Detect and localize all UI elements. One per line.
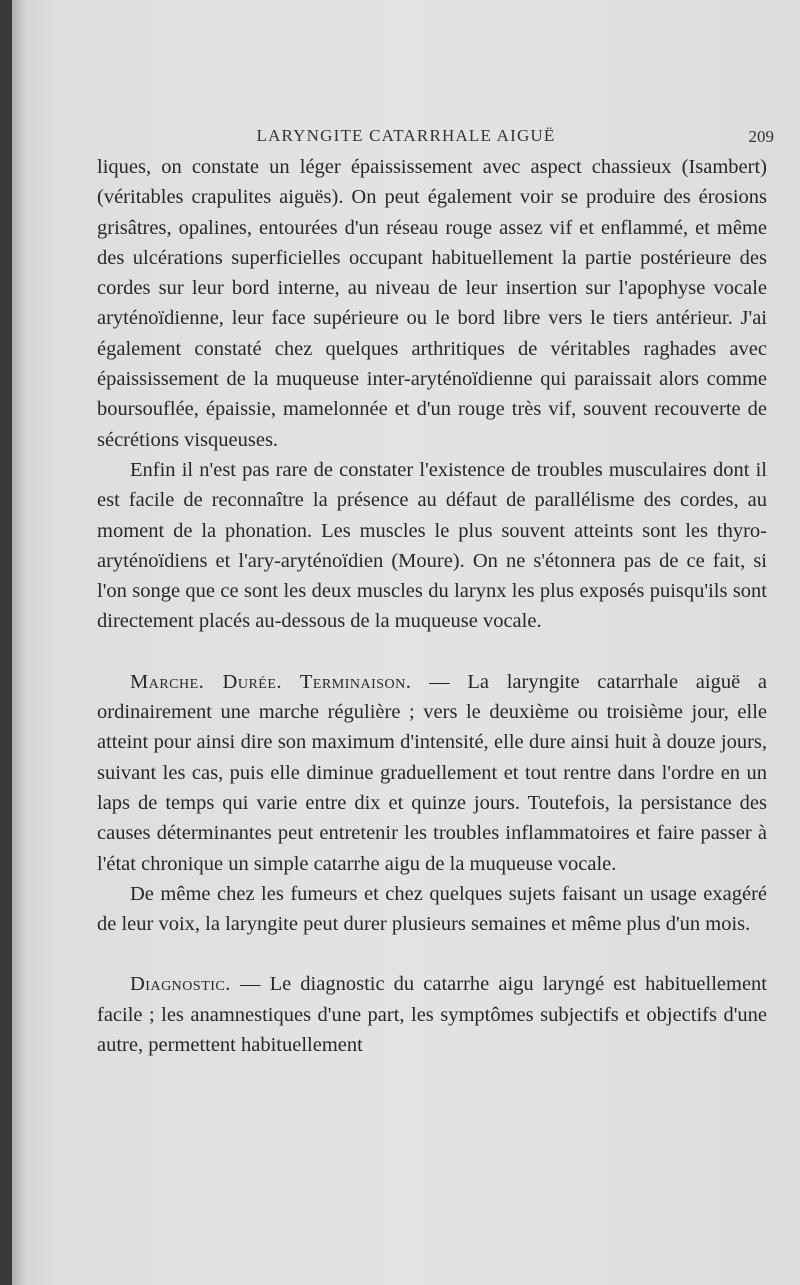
page-number: 209 [748,127,774,146]
section-diagnostic [97,969,767,1060]
section-heading-marche: Marche. Durée. Terminaison. [130,670,412,693]
page-body [97,152,767,1060]
paragraph-fumeurs: De même chez les fumeurs et chez quelques sujets faisant un usage exagéré de leur voix, la laryngite peut durer plusieurs semaines et même plus d'un mois. [97,882,767,936]
page-gutter-shadow [12,0,26,1285]
page-header [12,124,800,154]
running-title: LARYNGITE CATARRHALE AIGUË [256,126,556,145]
paragraph-muscular-troubles: Enfin il n'est pas rare de constater l'existence de troubles musculaires dont il est facile de reconnaître la présence au défaut de parallélisme des cordes, au moment de la phonation. Les muscles le plus souvent atteints sont les thyro-aryténoïdiens et l'ary-aryténoïdien (Moure). On ne s'étonnera pas de ce fait, si l'on songe que ce sont les deux muscles du larynx les plus exposés puisqu'ils sont directement placés au-dessous de la muqueuse vocale. [97,458,767,633]
section-text-marche: — La laryngite catarrhale aiguë a ordinairement une marche régulière ; vers le deuxième ou troisième jour, elle atteint pour ainsi dire son maximum d'intensité, elle dure ainsi huit à douze jours, suivant les cas, puis elle diminue graduellement et tout rentre dans l'ordre en un laps de temps qui varie entre dix et quinze jours. Toutefois, la persistance des causes déterminantes peut entretenir les troubles inflammatoires et faire passer à l'état chronique un simple catarrhe aigu de la muqueuse vocale. [97,670,768,875]
section-marche [97,667,767,879]
section-text-diagnostic: — Le diagnostic du catarrhe aigu laryngé est habituellement facile ; les anamnestiques d'une part, les symptômes subjectifs et objectifs d'une autre, permettent habituellement [97,973,767,1057]
section-heading-diagnostic: Diagnostic. [130,973,231,996]
book-page [12,0,800,1285]
paragraph-continued: liques, on constate un léger épaississement avec aspect chassieux (Isambert) (véritables crapulites aiguës). On peut également voir se produire des érosions grisâtres, opalines, entourées d'un réseau rouge assez vif et enflammé, et même des ulcérations superficielles occupant habituellement la partie postérieure des cordes sur leur bord interne, au niveau de leur insertion sur l'apophyse vocale aryténoïdienne, leur face supérieure ou le bord libre vers le tiers antérieur. J'ai également constaté chez quelques arthritiques de véritables raghades avec épaississement de la muqueuse inter-aryténoïdienne qui paraissait alors comme boursouflée, épaissie, mamelonnée et d'un rouge très vif, souvent recouverte de sécrétions visqueuses. [97,156,767,451]
